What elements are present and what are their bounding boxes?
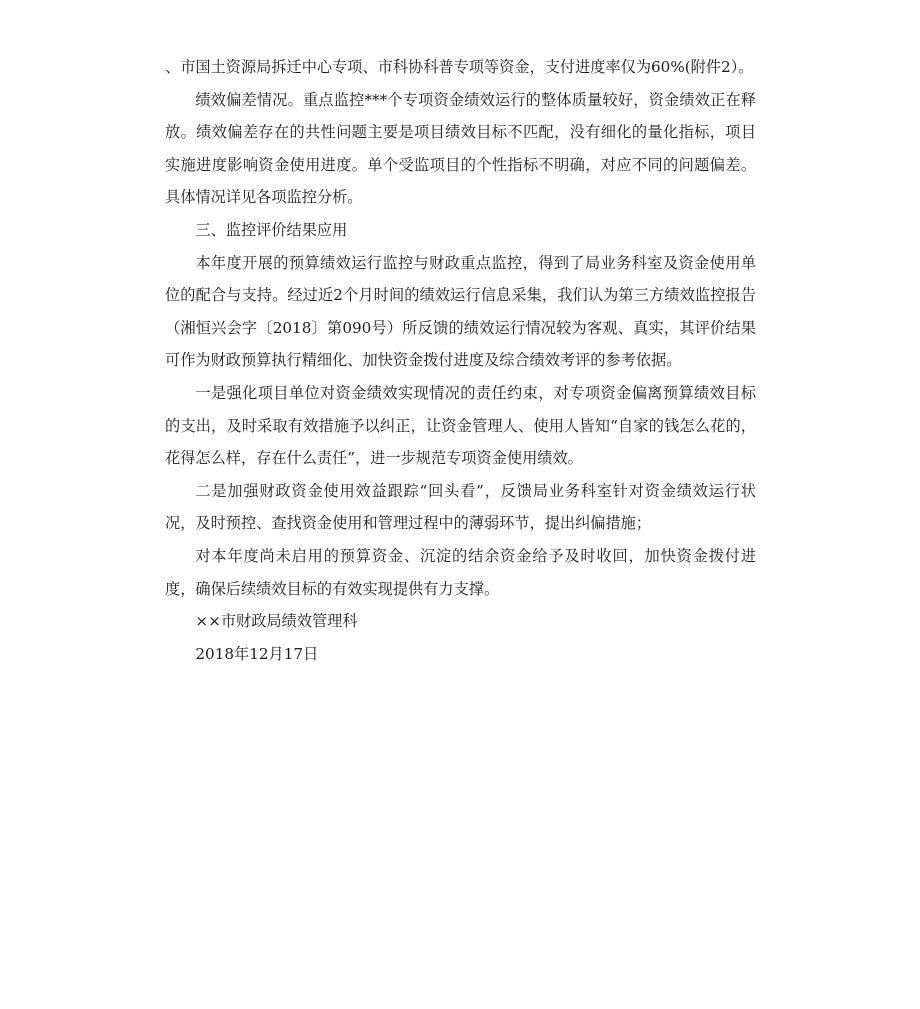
paragraph-body-2: 一是强化项目单位对资金绩效实现情况的责任约束，对专项资金偏离预算绩效目标的支出，及时采取有效措施予以纠正，让资金管理人、使用人皆知“自家的钱怎么花的，花得怎么样，存在什么责任”，进一步规范专项资金使用绩效。 xyxy=(165,383,756,468)
paragraph-body-4: 对本年度尚未启用的预算资金、沉淀的结余资金给予及时收回，加快资金拨付进度，确保后续绩效目标的有效实现提供有力支撑。 xyxy=(165,546,756,598)
paragraph-body-3: 二是加强财政资金使用效益跟踪“回头看”，反馈局业务科室针对资金绩效运行状况，及时预控、查找资金使用和管理过程中的薄弱环节，提出纠偏措施； xyxy=(165,481,756,533)
paragraph-continuation: 、市国土资源局拆迁中心专项、市科协科普专项等资金，支付进度率仅为60%(附件2）。 xyxy=(165,58,754,76)
paragraph-performance-deviation: 绩效偏差情况。重点监控***个专项资金绩效运行的整体质量较好，资金绩效正在释放。绩效偏差存在的共性问题主要是项目绩效目标不匹配，没有细化的量化指标，项目实施进度影响资金使用进度。单个受监项目的个性指标不明确，对应不同的问题偏差。具体情况详见各项监控分析。 xyxy=(165,90,756,207)
signature: ××市财政局绩效管理科 xyxy=(195,612,358,631)
paragraph-body-1: 本年度开展的预算绩效运行监控与财政重点监控，得到了局业务科室及资金使用单位的配合与支持。经过近2个月时间的绩效运行信息采集，我们认为第三方绩效监控报告（湘恒兴会字〔2018〕第090号）所反馈的绩效运行情况较为客观、真实，其评价结果可作为财政预算执行精细化、加快资金拨付进度及综合绩效考评的参考依据。 xyxy=(165,253,756,370)
document-body xyxy=(165,51,756,670)
date: 2018年12月17日 xyxy=(195,644,319,663)
section-heading: 三、监控评价结果应用 xyxy=(195,220,348,239)
